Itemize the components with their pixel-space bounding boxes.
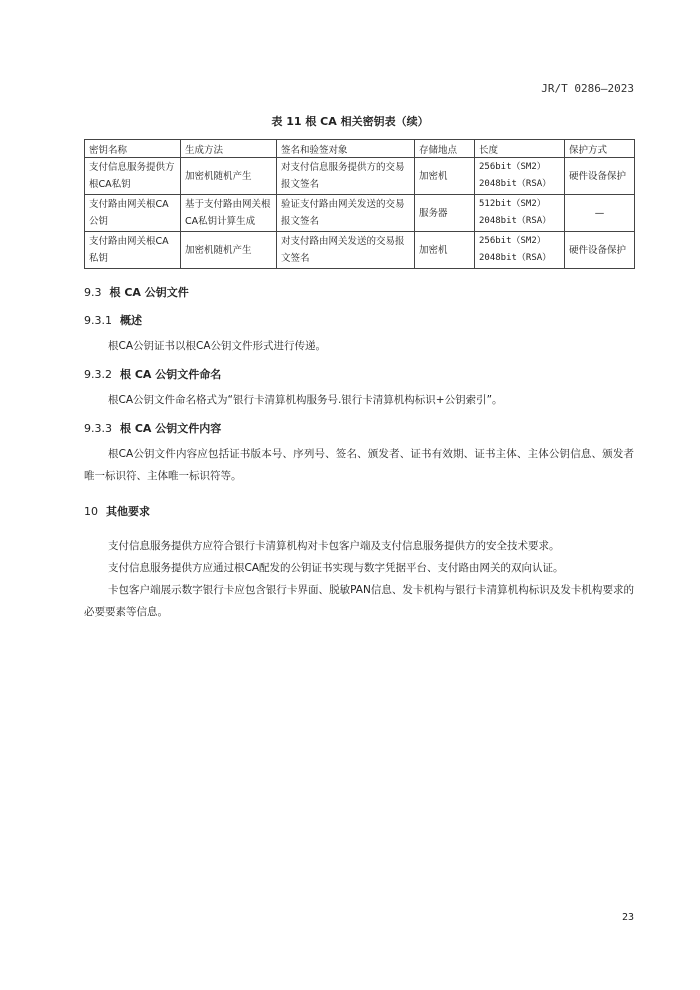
section-10-paragraph-1: 支付信息服务提供方应符合银行卡清算机构对卡包客户端及支付信息服务提供方的安全技术要求。 (108, 540, 560, 552)
protection-cell: — (565, 195, 635, 232)
column-header: 长度 (475, 140, 565, 158)
section-9-3-2-heading: 9.3.2 根 CA 公钥文件命名 (84, 368, 222, 381)
column-header: 保护方式 (565, 140, 635, 158)
key-name-cell: 支付路由网关根CA私钥 (85, 232, 181, 269)
table-row (85, 195, 635, 232)
column-header: 存储地点 (415, 140, 475, 158)
section-9-3-3-text: 根CA公钥文件内容应包括证书版本号、序列号、签名、颁发者、证书有效期、证书主体、主体公钥信息、颁发者唯一标识符、主体唯一标识符等。 (84, 448, 634, 482)
storage-cell: 加密机 (415, 158, 475, 195)
section-9-3-1-text: 根CA公钥证书以根CA公钥文件形式进行传递。 (108, 340, 327, 352)
key-name-cell: 支付路由网关根CA公钥 (85, 195, 181, 232)
storage-cell: 服务器 (415, 195, 475, 232)
column-header: 生成方法 (181, 140, 277, 158)
table-row (85, 158, 635, 195)
doc-code: JR/T 0286—2023 (541, 82, 634, 95)
section-10-heading: 10 其他要求 (84, 505, 150, 518)
section-9-3-heading: 9.3 根 CA 公钥文件 (84, 286, 189, 299)
length-cell: 256bit（SM2） 2048bit（RSA） (475, 232, 565, 269)
method-cell: 加密机随机产生 (181, 232, 277, 269)
page-number: 23 (621, 912, 634, 923)
table-caption: 表 11 根 CA 相关密钥表（续） (271, 115, 429, 128)
section-10-paragraph-2: 支付信息服务提供方应通过根CA配发的公钥证书实现与数字凭据平台、支付路由网关的双向认证。 (108, 562, 564, 574)
method-cell: 加密机随机产生 (181, 158, 277, 195)
table-header-row (85, 140, 635, 158)
column-header: 密钥名称 (85, 140, 181, 158)
method-cell: 基于支付路由网关根CA私钥计算生成 (181, 195, 277, 232)
length-cell: 512bit（SM2） 2048bit（RSA） (475, 195, 565, 232)
section-9-3-2-text: 根CA公钥文件命名格式为“银行卡清算机构服务号.银行卡清算机构标识+公钥索引”。 (108, 394, 503, 406)
storage-cell: 加密机 (415, 232, 475, 269)
section-9-3-3-heading: 9.3.3 根 CA 公钥文件内容 (84, 422, 222, 435)
protection-cell: 硬件设备保护 (565, 232, 635, 269)
key-name-cell: 支付信息服务提供方根CA私钥 (85, 158, 181, 195)
key-table (84, 139, 635, 269)
column-header: 签名和验签对象 (277, 140, 415, 158)
object-cell: 对支付路由网关发送的交易报文签名 (277, 232, 415, 269)
section-10-paragraph-3: 卡包客户端展示数字银行卡应包含银行卡界面、脱敏PAN信息、发卡机构与银行卡清算机构标识及发卡机构要求的必要要素等信息。 (84, 584, 634, 618)
object-cell: 对支付信息服务提供方的交易报文签名 (277, 158, 415, 195)
table-row (85, 232, 635, 269)
protection-cell: 硬件设备保护 (565, 158, 635, 195)
length-cell: 256bit（SM2） 2048bit（RSA） (475, 158, 565, 195)
section-9-3-1-heading: 9.3.1 概述 (84, 314, 142, 327)
object-cell: 验证支付路由网关发送的交易报文签名 (277, 195, 415, 232)
